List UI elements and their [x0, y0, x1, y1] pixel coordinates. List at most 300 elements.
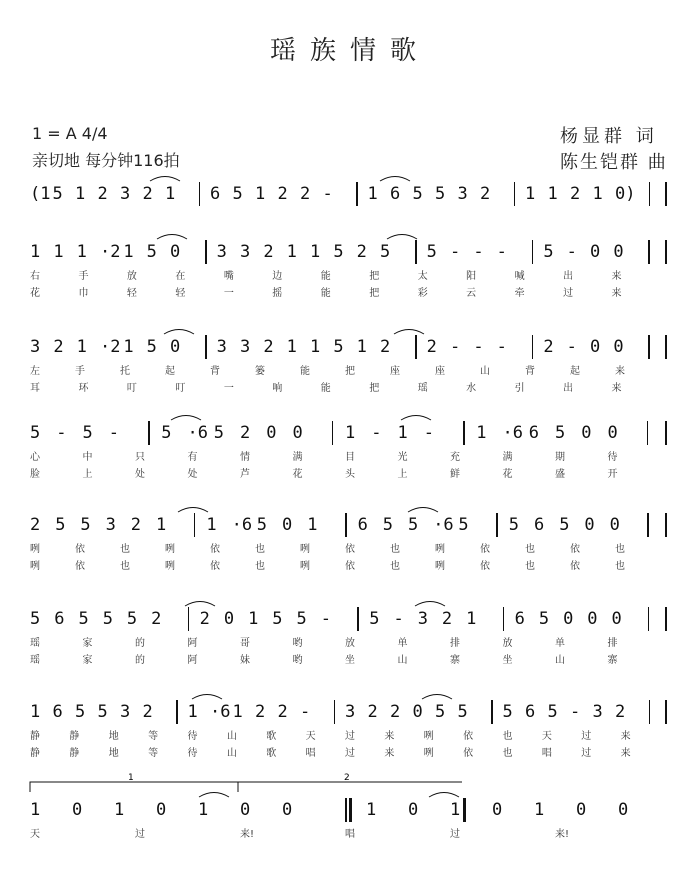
- lyric-char: 寨: [450, 655, 460, 666]
- lyric-char: 唱: [305, 748, 316, 759]
- note: 6: [54, 609, 65, 629]
- note: ·6: [210, 702, 231, 722]
- lyric-char: 依: [210, 561, 220, 572]
- slur: [192, 695, 222, 700]
- note: 2: [255, 702, 266, 722]
- slur: [178, 508, 208, 513]
- note: 2: [367, 702, 378, 722]
- lyric-row: [0, 287, 700, 303]
- note: 5: [102, 609, 113, 629]
- lyric-char: 起: [165, 366, 175, 377]
- note: 0: [590, 337, 601, 357]
- barline-end: [665, 182, 667, 206]
- barline: [345, 513, 347, 537]
- note: 1: [366, 800, 377, 820]
- barline: [532, 335, 534, 359]
- note: 5: [412, 184, 423, 204]
- note: 3: [240, 242, 251, 262]
- lyric-char: 咧: [423, 731, 434, 742]
- lyric-char: 静: [69, 731, 80, 742]
- lyric-char: 背: [525, 366, 535, 377]
- lyric-char: 寨: [607, 655, 618, 666]
- lyric-char: 也: [120, 561, 130, 572]
- lyric-char: 依: [345, 561, 355, 572]
- lyric-char: 座: [435, 366, 445, 377]
- lyric-char: 天: [305, 731, 316, 742]
- barline: [205, 335, 207, 359]
- lyric-char: 也: [120, 544, 130, 555]
- note: 2: [130, 515, 142, 535]
- lyric-char: 待: [607, 452, 618, 463]
- lyric-char: 心: [30, 452, 40, 463]
- lyric-char: 叮: [126, 383, 137, 394]
- note: 5: [426, 242, 437, 262]
- barline: [496, 513, 498, 537]
- lyric-char: 光: [397, 452, 408, 463]
- barline: [648, 240, 650, 264]
- note: 5: [232, 184, 243, 204]
- note: 0: [282, 800, 293, 820]
- lyric-char: 咧: [423, 748, 434, 759]
- barline: [345, 798, 347, 822]
- note: 1: [232, 702, 243, 722]
- lyric-char: 满: [502, 452, 513, 463]
- lyric-char: 天: [541, 731, 552, 742]
- barline-end: [665, 421, 667, 445]
- note: 2: [615, 702, 626, 722]
- lyric-char: 芦: [240, 469, 250, 480]
- note: 2: [277, 184, 288, 204]
- note: 1: [76, 242, 87, 262]
- lyric-row: [0, 382, 700, 398]
- lyric-char: 有: [187, 452, 198, 463]
- note: 5: [146, 337, 157, 357]
- note: 0: [587, 609, 598, 629]
- lyric-char: 唱: [345, 829, 355, 840]
- lyric-char: 花: [502, 469, 513, 480]
- lyric-char: 歌: [266, 731, 277, 742]
- note: 6: [534, 515, 545, 535]
- barline-end: [665, 607, 667, 631]
- lyric-char: 情: [240, 452, 250, 463]
- slur: [164, 330, 194, 335]
- song-title: 瑶族情歌: [269, 36, 430, 66]
- note: 1: [198, 800, 209, 820]
- note: 1: [123, 337, 134, 357]
- note: -: [570, 702, 581, 722]
- note: 2: [380, 337, 391, 357]
- note: -: [371, 423, 382, 443]
- lyric-char: 座: [390, 366, 400, 377]
- note: 5: [382, 515, 394, 535]
- lyric-char: 放: [345, 638, 355, 649]
- lyric-char: 依: [570, 561, 580, 572]
- slur: [415, 602, 445, 607]
- lyric-char: 也: [615, 544, 625, 555]
- lyric-char: 处: [135, 469, 145, 480]
- lyric-char: 单: [397, 638, 408, 649]
- note: 6: [528, 423, 539, 443]
- barline: [188, 607, 190, 631]
- note: 1: [156, 515, 167, 535]
- lyric-char: 能: [320, 288, 331, 299]
- note: 1: [165, 184, 176, 204]
- lyric-char: 来!: [555, 829, 570, 840]
- note: 1: [450, 800, 461, 820]
- lyric-char: 来: [611, 271, 622, 282]
- note: 0: [266, 423, 277, 443]
- lyric-char: 静: [30, 731, 40, 742]
- lyric-char: 静: [69, 748, 80, 759]
- note: 0: [613, 337, 624, 357]
- note: 3: [592, 702, 603, 722]
- note: 2: [426, 337, 437, 357]
- lyric-char: 轻: [175, 288, 186, 299]
- note: 3: [216, 337, 227, 357]
- note: ·6: [231, 515, 253, 535]
- note: 1: [75, 184, 86, 204]
- lyric-char: 阳: [466, 271, 477, 282]
- lyric-char: 处: [187, 469, 198, 480]
- barline: [357, 607, 359, 631]
- note: ·6: [433, 515, 454, 535]
- note: 5: [296, 609, 307, 629]
- note: 2: [543, 337, 554, 357]
- barline-end: [463, 798, 466, 822]
- lyric-char: 来: [615, 366, 625, 377]
- note: 5: [555, 423, 566, 443]
- note: 5: [559, 515, 570, 535]
- note: 1: [397, 423, 408, 443]
- lyric-char: 放: [502, 638, 513, 649]
- note: ·6: [502, 423, 523, 443]
- note: 5: [80, 515, 91, 535]
- lyric-char: 开: [607, 469, 618, 480]
- barline: [332, 421, 334, 445]
- lyric-char: 也: [525, 561, 535, 572]
- note: -: [56, 423, 67, 443]
- note: 1: [30, 702, 41, 722]
- lyric-char: 依: [463, 731, 474, 742]
- slur: [394, 330, 424, 335]
- volta-bracket: [30, 782, 238, 792]
- lyric-char: 地: [108, 748, 119, 759]
- barline: [648, 335, 650, 359]
- note: ·2: [100, 242, 121, 262]
- slur: [185, 602, 215, 607]
- tempo-marking: 亲切地 每分钟116拍: [32, 151, 180, 170]
- note: 5: [508, 515, 520, 535]
- barline: [415, 240, 417, 264]
- note: 0: [170, 337, 181, 357]
- note: 5: [333, 242, 344, 262]
- lyric-char: 咧: [165, 561, 175, 572]
- lyric-char: 一: [223, 288, 234, 299]
- note: 2: [570, 184, 581, 204]
- lyric-char: 依: [345, 544, 355, 555]
- note: 1: [255, 184, 266, 204]
- note: 0: [584, 515, 595, 535]
- note: 1: [534, 800, 545, 820]
- barline-end: [665, 240, 667, 264]
- lyric-char: 头: [345, 469, 355, 480]
- lyric-char: 瑶: [30, 638, 40, 649]
- lyric-char: 目: [345, 452, 355, 463]
- note: 1: [286, 337, 297, 357]
- lyric-char: 依: [75, 544, 85, 555]
- lyric-char: 天: [30, 829, 40, 840]
- lyric-char: 脸: [30, 469, 40, 480]
- lyric-char: 也: [502, 748, 513, 759]
- note: 2: [277, 702, 288, 722]
- note: 1: [547, 184, 558, 204]
- note: 0: [590, 242, 601, 262]
- volta-number: 2: [344, 773, 350, 783]
- barline-end: [665, 700, 667, 724]
- note: 3: [345, 702, 356, 722]
- lyric-char: 阿: [187, 655, 198, 666]
- note: 2: [390, 702, 401, 722]
- slur: [387, 235, 417, 240]
- note: 2: [300, 184, 311, 204]
- note: 1: [206, 515, 217, 535]
- note: 5: [547, 702, 558, 722]
- lyric-char: 边: [272, 271, 283, 282]
- barline: [205, 240, 207, 264]
- lyric-char: 过: [563, 288, 574, 299]
- barline: [532, 240, 534, 264]
- note: 5: [272, 609, 283, 629]
- note: 0: [412, 702, 423, 722]
- lyric-char: 来: [611, 288, 622, 299]
- note: -: [496, 337, 507, 357]
- lyric-char: 静: [30, 748, 40, 759]
- note: 5: [538, 609, 550, 629]
- note: 1: [30, 800, 41, 820]
- note: -: [566, 337, 577, 357]
- barline: [503, 607, 505, 631]
- lyric-char: 依: [480, 544, 490, 555]
- note: 5: [435, 702, 446, 722]
- lyric-char: 阿: [187, 638, 198, 649]
- barline: [649, 182, 651, 206]
- lyric-char: 依: [480, 561, 490, 572]
- lyric-char: 的: [135, 655, 145, 666]
- note: (1: [30, 184, 51, 204]
- note: 0: [292, 423, 303, 443]
- lyric-char: 巾: [78, 288, 89, 299]
- note: 5: [75, 702, 86, 722]
- lyric-char: 云: [466, 288, 477, 299]
- lyric-char: 出: [563, 383, 574, 394]
- note: -: [320, 609, 332, 629]
- note: 2: [263, 242, 274, 262]
- barline: [356, 182, 358, 206]
- note: 2: [53, 337, 64, 357]
- barline: [491, 700, 493, 724]
- note: 2: [30, 515, 41, 535]
- note: -: [108, 423, 119, 443]
- lyric-char: 唱: [541, 748, 552, 759]
- note: 5: [52, 184, 63, 204]
- note: 1: [592, 184, 603, 204]
- note: 3: [457, 184, 468, 204]
- lyric-char: 单: [555, 638, 565, 649]
- note: 5: [213, 423, 224, 443]
- lyric-char: 充: [450, 452, 460, 463]
- note: 0: [607, 423, 618, 443]
- lyric-char: 坐: [502, 655, 513, 666]
- note: 0: [72, 800, 83, 820]
- lyric-char: 满: [292, 452, 303, 463]
- lyric-char: 把: [369, 383, 380, 394]
- lyric-char: 摇: [272, 288, 283, 299]
- lyric-char: 也: [390, 561, 400, 572]
- lyric-char: 歌: [266, 748, 277, 759]
- note: 6: [357, 515, 368, 535]
- lyric-char: 咧: [165, 544, 175, 555]
- barline: [415, 335, 417, 359]
- note: ·2: [100, 337, 121, 357]
- lyric-char: 地: [108, 731, 119, 742]
- note: 3: [240, 337, 251, 357]
- note: -: [473, 337, 484, 357]
- lyric-char: 上: [82, 469, 93, 480]
- note: 1: [248, 609, 259, 629]
- note: 5: [161, 423, 172, 443]
- lyric-char: 妹: [240, 655, 250, 666]
- lyric-char: 起: [570, 366, 580, 377]
- note: 3: [216, 242, 227, 262]
- note: -: [496, 242, 507, 262]
- note: 5: [543, 242, 554, 262]
- note: 6: [390, 184, 401, 204]
- note: 5: [408, 515, 419, 535]
- note: 1: [187, 702, 198, 722]
- slur: [157, 235, 187, 240]
- lyric-row: [0, 270, 700, 286]
- slur: [408, 508, 438, 513]
- slur: [150, 177, 180, 182]
- note: 0: [576, 800, 587, 820]
- barline: [649, 700, 651, 724]
- lyric-char: 彩: [417, 288, 428, 299]
- lyric-char: 喊: [514, 271, 525, 282]
- note: 0: [618, 800, 629, 820]
- lyric-char: 依: [75, 561, 85, 572]
- note: 5: [82, 423, 93, 443]
- lyric-char: 鲜: [450, 469, 460, 480]
- barline: [648, 607, 650, 631]
- note: 6: [514, 609, 525, 629]
- note: 1: [356, 337, 367, 357]
- lyric-char: 手: [78, 271, 89, 282]
- barline: [349, 798, 352, 822]
- note: 2: [142, 184, 153, 204]
- lyric-char: 排: [607, 638, 618, 649]
- note: 2: [263, 337, 274, 357]
- lyric-char: 的: [135, 638, 145, 649]
- lyric-char: 轻: [126, 288, 137, 299]
- note: 0: [492, 800, 503, 820]
- lyric-char: 家: [82, 655, 93, 666]
- note: 1: [53, 242, 64, 262]
- lyric-char: 依: [210, 544, 220, 555]
- lyric-char: 盛: [555, 469, 565, 480]
- lyric-char: 能: [320, 271, 331, 282]
- lyric-char: 哥: [240, 638, 250, 649]
- note: 2: [199, 609, 210, 629]
- note: 1: [345, 423, 356, 443]
- lyric-char: 把: [369, 271, 380, 282]
- lyric-char: 山: [226, 748, 237, 759]
- note: 5: [369, 609, 380, 629]
- note: 0): [615, 184, 636, 204]
- lyric-char: 咧: [435, 561, 445, 572]
- lyric-char: 也: [255, 561, 265, 572]
- lyric-char: 响: [272, 383, 283, 394]
- note: 6: [210, 184, 221, 204]
- note: 0: [408, 800, 419, 820]
- lyric-char: 托: [120, 366, 130, 377]
- lyric-char: 放: [126, 271, 137, 282]
- composer-credit: 陈生铠群 曲: [560, 152, 668, 173]
- note: 1: [114, 800, 125, 820]
- note: -: [450, 242, 461, 262]
- note: 1: [466, 609, 477, 629]
- lyric-char: 来: [384, 731, 395, 742]
- slur: [171, 416, 201, 421]
- lyric-char: 叮: [175, 383, 186, 394]
- lyric-char: 等: [148, 731, 159, 742]
- lyric-char: 山: [226, 731, 237, 742]
- lyric-char: 排: [450, 638, 460, 649]
- note: 1: [525, 184, 536, 204]
- lyric-char: 引: [514, 383, 525, 394]
- slur: [380, 177, 410, 182]
- lyric-char: 山: [555, 655, 565, 666]
- lyricist-credit: 杨显群 词: [560, 126, 658, 147]
- lyric-char: 手: [75, 366, 85, 377]
- lyric-char: 太: [417, 271, 428, 282]
- lyric-char: 左: [30, 366, 40, 377]
- lyric-char: 过: [450, 829, 460, 840]
- note: -: [300, 702, 311, 722]
- note: 3: [105, 515, 116, 535]
- lyric-char: 来!: [240, 829, 255, 840]
- barline: [647, 421, 649, 445]
- note: 5: [97, 702, 108, 722]
- note: 0: [170, 242, 181, 262]
- note: 1: [476, 423, 487, 443]
- lyric-char: 山: [480, 366, 490, 377]
- lyric-char: 来: [620, 748, 631, 759]
- note: 2: [142, 702, 153, 722]
- lyric-char: 等: [148, 748, 159, 759]
- lyric-char: 过: [345, 731, 355, 742]
- note: 3: [30, 337, 41, 357]
- slur: [429, 793, 459, 798]
- volta-number: 1: [128, 773, 134, 783]
- lyric-char: 咧: [30, 544, 40, 555]
- barline: [176, 700, 178, 724]
- note: 3: [417, 609, 428, 629]
- lyric-char: 瑶: [417, 383, 428, 394]
- lyric-char: 咧: [300, 561, 310, 572]
- lyric-char: 待: [187, 748, 198, 759]
- lyric-char: 哟: [292, 638, 303, 649]
- slur: [401, 416, 431, 421]
